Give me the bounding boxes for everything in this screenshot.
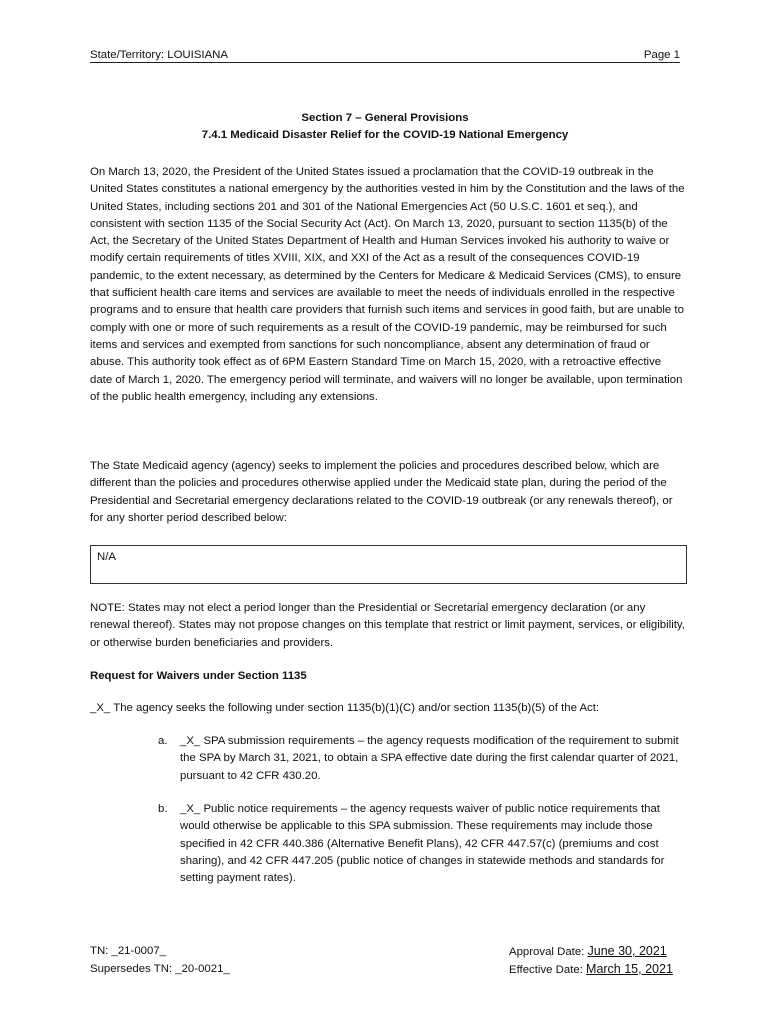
agency-request-text: The agency seeks the following under section 1135(b)(1)(C) and/or section 1135(b)(5) of the Act: (110, 702, 600, 714)
item-text: Public notice requirements – the agency requests waiver of public notice requirements that would otherwise be applicable to this SPA submission. These requirements may include those specified in 42 CFR 440.386 (Alternative Benefit Plans), 42 CFR 447.57(c) (premiums and cost sharing), and 42 CFR 447.205 (public notice of changes in statewide methods and standards for setting payment rates). (180, 803, 665, 885)
tn-value: _21-0007_ (111, 945, 166, 957)
effective-date-label: Effective Date: (509, 964, 587, 976)
state-label: State/Territory: (90, 49, 168, 61)
waiver-request-heading: Request for Waivers under Section 1135 (90, 670, 307, 682)
approval-date-label: Approval Date: (509, 946, 588, 958)
agency-policy-paragraph: The State Medicaid agency (agency) seeks to implement the policies and procedures described below, which are different than the policies and procedures otherwise applied under the Medicaid state plan, during the period of the Presidential and Secretarial emergency declarations related to the COVID-19 outbreak (or any renewals thereof), or for any shorter period described below: (90, 460, 673, 524)
document-titles (90, 110, 680, 145)
state-value: LOUISIANA (167, 49, 229, 61)
item-check-mark: _X_ (180, 735, 201, 747)
item-text: SPA submission requirements – the agency requests modification of the requirement to submit the SPA by March 31, 2021, to obtain a SPA effective date during the first calendar quarter of 2021, pursuant to 42 CFR 430.20. (180, 735, 679, 782)
agency-request-line (90, 700, 686, 717)
proclamation-paragraph: On March 13, 2020, the President of the United States issued a proclamation that the COVID-19 outbreak in the United States constitutes a national emergency by the authorities vested in him by the Constitution and the laws of the United States, including sections 201 and 301 of the National Emergencies Act (50 U.S.C. 1601 et seq.), and consistent with section 1135 of the Social Security Act (Act). On March 13, 2020, pursuant to section 1135(b) of the Act, the Secretary of the United States Department of Health and Human Services invoked his authority to waive or modify certain requirements of titles XVIII, XIX, and XXI of the Act as a result of the consequences COVID-19 pandemic, to the extent necessary, as determined by the Centers for Medicare & Medicaid Services (CMS), to ensure that sufficient health care items and services are available to meet the needs of individuals enrolled in the respective programs and to ensure that health care providers that furnish such items and services in good faith, but are unable to comply with one or more of such requirements as a result of the COVID-19 pandemic, may be reimbursed for such items and services and exempted from sanctions for such noncompliance, absent any determination of fraud or abuse. This authority took effect as of 6PM Eastern Standard Time on March 15, 2020, with a retroactive effective date of March 1, 2020. The emergency period will terminate, and waivers will no longer be available, upon termination of the public health emergency, including any extensions. (90, 166, 685, 403)
subsection-title: 7.4.1 Medicaid Disaster Relief for the COVID-19 National Emergency (201, 129, 569, 142)
section-title: Section 7 – General Provisions (301, 112, 469, 124)
tn-label: TN: (90, 945, 112, 957)
footer-dates-block (509, 943, 699, 979)
item-label: a. (158, 735, 168, 747)
period-description-box[interactable] (90, 545, 687, 584)
effective-date-value: March 15, 2021 (586, 962, 673, 976)
supersedes-value: _20-0021_ (175, 963, 230, 975)
item-label: b. (158, 803, 168, 815)
supersedes-label: Supersedes TN: (90, 963, 176, 975)
approval-date-value: June 30, 2021 (587, 944, 667, 958)
header-rule (90, 62, 680, 63)
page-number: Page 1 (643, 49, 680, 61)
item-check-mark: _X_ (180, 803, 201, 815)
period-description-value: N/A (97, 551, 116, 563)
agency-check-mark: _X_ (90, 702, 111, 714)
note-paragraph: NOTE: States may not elect a period longer than the Presidential or Secretarial emergency declaration (or any renewal thereof). States may not propose changes on this template that restrict or limit payment, services, or eligibility, or otherwise burden beneficiaries and providers. (90, 602, 685, 649)
footer-tn-block (90, 943, 350, 979)
page-header (90, 47, 680, 65)
